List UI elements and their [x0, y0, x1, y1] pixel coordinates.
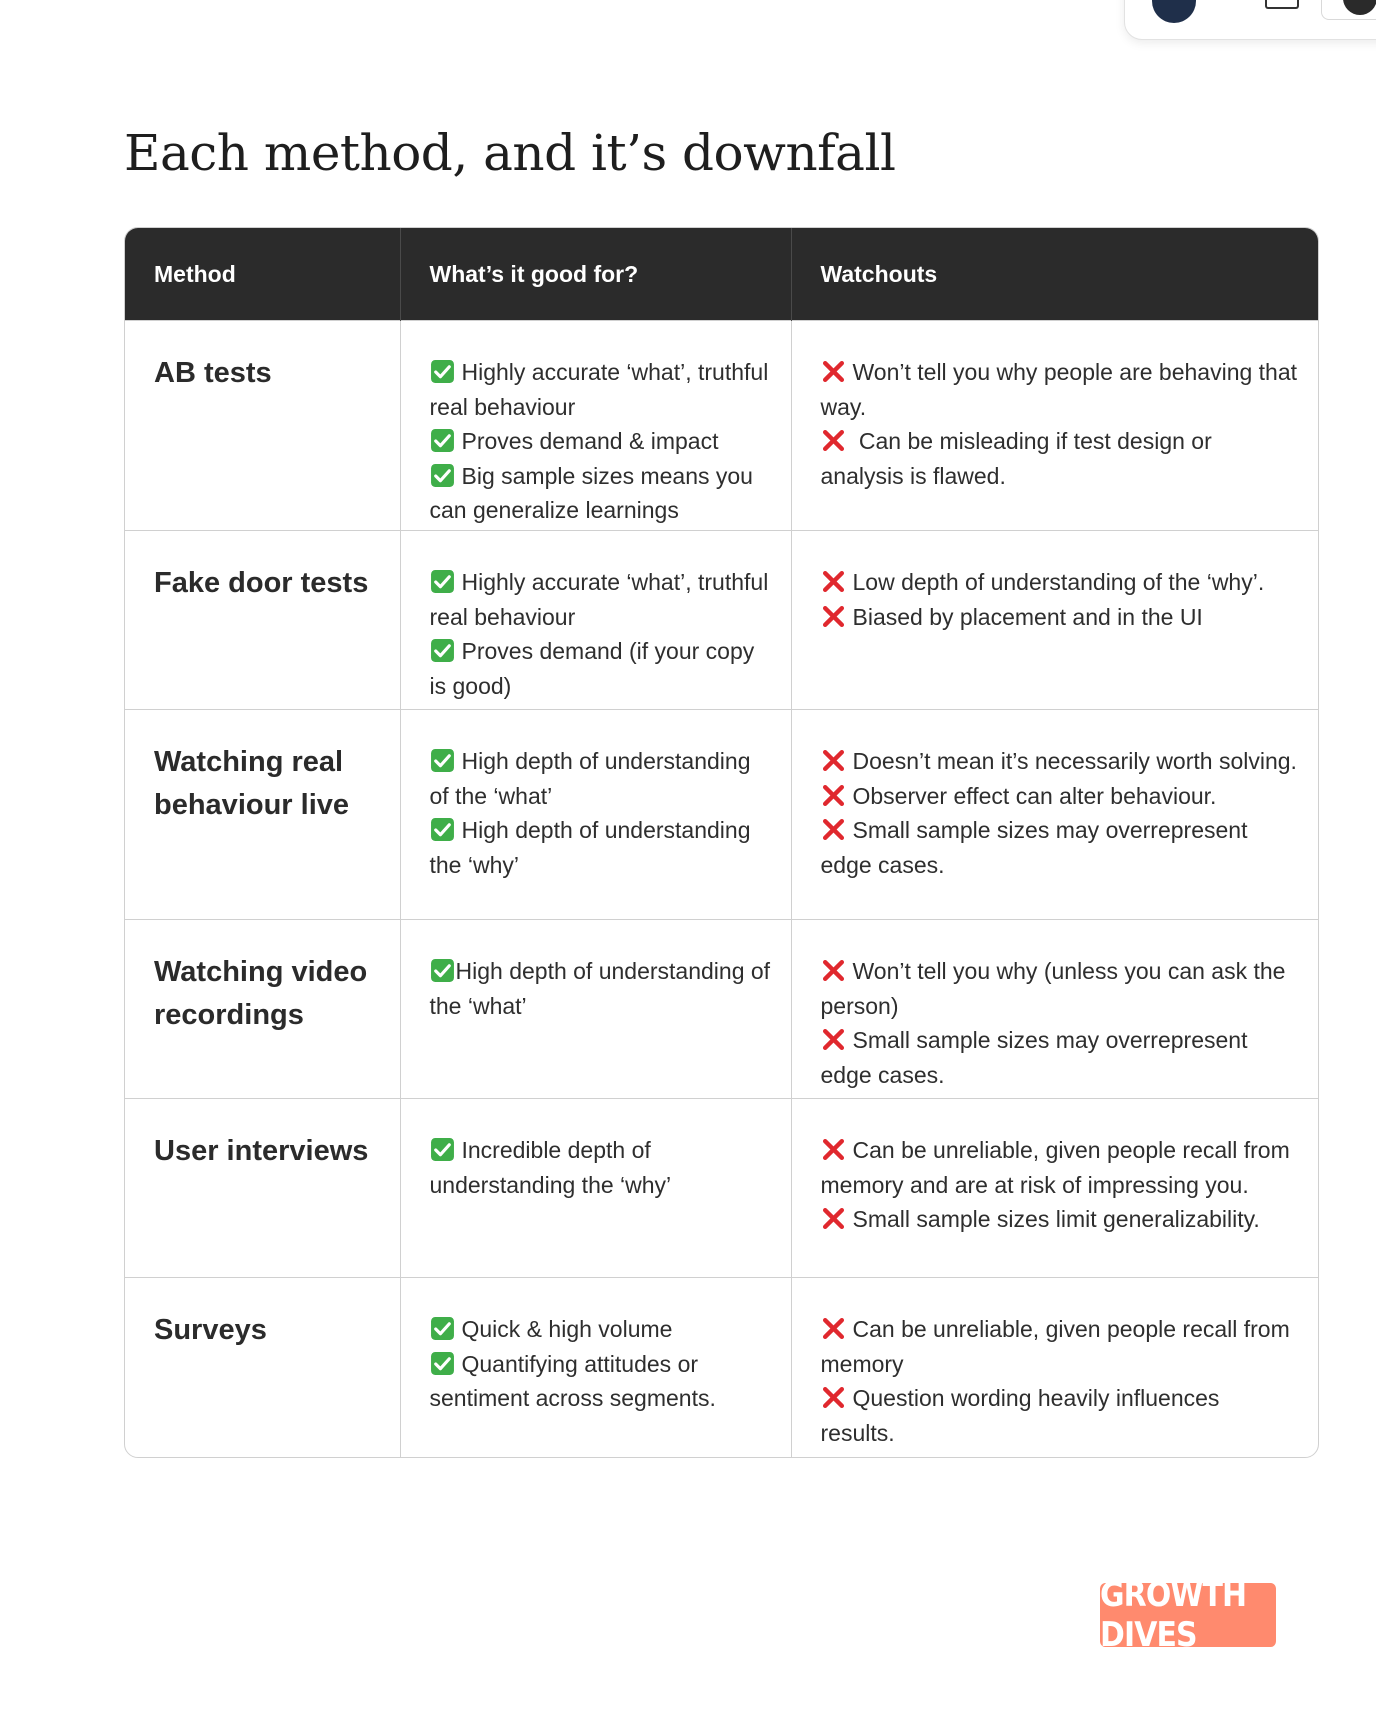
watchout-text: Won’t tell you why people are behaving that way. [820, 359, 1298, 420]
check-mark-icon [430, 359, 455, 384]
table-body [125, 321, 1318, 1457]
benefit-text: Highly accurate ‘what’, truthful real behaviour [429, 359, 769, 420]
method-name: Watching video recordings [154, 956, 368, 1031]
benefit-text: Big sample sizes means you can generalize learnings [429, 462, 753, 523]
check-mark-icon [430, 638, 455, 663]
watchout-text: Small sample sizes limit generalizability. [852, 1206, 1260, 1232]
header-method: Method [125, 228, 400, 321]
method-cell [125, 710, 400, 920]
benefit-item [430, 813, 771, 882]
cross-mark-icon [821, 748, 846, 773]
cross-mark-icon [821, 817, 846, 842]
benefit-text: High depth of understanding of the ‘what’ [429, 748, 751, 809]
watchout-item [821, 744, 1299, 779]
method-name: User interviews [154, 1135, 369, 1167]
watchout-item [821, 779, 1299, 814]
watchout-text: Small sample sizes may overrepresent edge cases. [820, 817, 1248, 878]
book-icon[interactable] [1265, 0, 1299, 9]
watchouts-cell [791, 1278, 1318, 1457]
cross-mark-icon [821, 783, 846, 808]
watchout-text: Can be unreliable, given people recall from memory and are at risk of impressing you. [820, 1137, 1290, 1198]
benefit-item [430, 954, 771, 1023]
good-for-cell [400, 321, 791, 531]
benefit-item [430, 1312, 771, 1347]
watchout-item [821, 1023, 1299, 1092]
table-row [125, 1099, 1318, 1278]
benefit-text: Quick & high volume [461, 1316, 673, 1342]
watchouts-cell [791, 920, 1318, 1099]
watchout-text: Question wording heavily influences results. [820, 1385, 1220, 1446]
header-watchouts: Watchouts [791, 228, 1318, 321]
benefit-item [430, 459, 771, 528]
benefit-item [430, 565, 771, 634]
watchout-item [821, 1133, 1299, 1202]
watchout-text: Small sample sizes may overrepresent edge cases. [820, 1027, 1248, 1088]
table-header-row [125, 228, 1318, 321]
watchout-item [821, 813, 1299, 882]
benefit-item [430, 634, 771, 703]
benefit-text: Incredible depth of understanding the ‘why’ [429, 1137, 672, 1198]
table-row [125, 321, 1318, 531]
watchout-text: Doesn’t mean it’s necessarily worth solving. [852, 748, 1297, 774]
watchout-item [821, 424, 1299, 493]
benefit-text: High depth of understanding the ‘why’ [429, 817, 751, 878]
watchout-text: Can be unreliable, given people recall from memory [820, 1316, 1290, 1377]
watchout-item [821, 355, 1299, 424]
check-mark-icon [430, 958, 455, 983]
page-title: Each method, and it’s downfall [124, 124, 896, 182]
benefit-text: Highly accurate ‘what’, truthful real behaviour [429, 569, 769, 630]
user-avatar[interactable] [1152, 0, 1196, 23]
watchout-item [821, 1312, 1299, 1381]
benefit-text: Proves demand (if your copy is good) [429, 638, 755, 699]
good-for-cell [400, 920, 791, 1099]
check-mark-icon [430, 817, 455, 842]
cross-mark-icon [821, 1385, 846, 1410]
benefit-text: Proves demand & impact [461, 428, 719, 454]
check-mark-icon [430, 463, 455, 488]
watchout-text: Can be misleading if test design or analysis is flawed. [820, 428, 1212, 489]
check-mark-icon [430, 1316, 455, 1341]
watchout-text: Won’t tell you why (unless you can ask the person) [820, 958, 1286, 1019]
cross-mark-icon [821, 1206, 846, 1231]
watchouts-cell [791, 531, 1318, 710]
table-row [125, 1278, 1318, 1457]
benefit-item [430, 355, 771, 424]
cross-mark-icon [821, 1027, 846, 1052]
check-mark-icon [430, 428, 455, 453]
watchouts-cell [791, 1099, 1318, 1278]
method-cell [125, 1099, 400, 1278]
table-row [125, 710, 1318, 920]
method-name: AB tests [154, 357, 272, 389]
benefit-text: High depth of understanding of the ‘what’ [429, 958, 771, 1019]
check-mark-icon [430, 569, 455, 594]
method-cell [125, 920, 400, 1099]
table-row [125, 531, 1318, 710]
watchout-text: Low depth of understanding of the ‘why’. [852, 569, 1265, 595]
check-mark-icon [430, 748, 455, 773]
watchout-item [821, 954, 1299, 1023]
comparison-table [124, 227, 1319, 1458]
good-for-cell [400, 1099, 791, 1278]
good-for-cell [400, 710, 791, 920]
benefit-item [430, 424, 771, 459]
check-mark-icon [430, 1351, 455, 1376]
method-name: Watching real behaviour live [154, 746, 350, 821]
table-row [125, 920, 1318, 1099]
method-name: Fake door tests [154, 567, 369, 599]
benefit-item [430, 744, 771, 813]
method-name: Surveys [154, 1314, 267, 1346]
watchout-text: Observer effect can alter behaviour. [852, 782, 1217, 809]
method-cell [125, 531, 400, 710]
watchout-item [821, 600, 1299, 635]
benefit-text: Quantifying attitudes or sentiment across segments. [429, 1350, 716, 1411]
watchout-item [821, 565, 1299, 600]
watchout-item [821, 1381, 1299, 1450]
cross-mark-icon [821, 359, 846, 384]
cross-mark-icon [821, 428, 846, 453]
cross-mark-icon [821, 958, 846, 983]
benefit-item [430, 1347, 771, 1416]
cross-mark-icon [821, 569, 846, 594]
watchouts-cell [791, 321, 1318, 531]
method-cell [125, 321, 400, 531]
watchouts-cell [791, 710, 1318, 920]
check-mark-icon [430, 1137, 455, 1162]
header-good-for: What’s it good for? [400, 228, 791, 321]
method-cell [125, 1278, 400, 1457]
benefit-item [430, 1133, 771, 1202]
watchout-item [821, 1202, 1299, 1237]
cross-mark-icon [821, 1137, 846, 1162]
cross-mark-icon [821, 604, 846, 629]
watchout-text: Biased by placement and in the UI [852, 603, 1203, 630]
top-toolbar [1124, 0, 1376, 40]
growth-dives-logo: GROWTH DIVES [1100, 1583, 1276, 1647]
cross-mark-icon [821, 1316, 846, 1341]
good-for-cell [400, 531, 791, 710]
good-for-cell [400, 1278, 791, 1457]
